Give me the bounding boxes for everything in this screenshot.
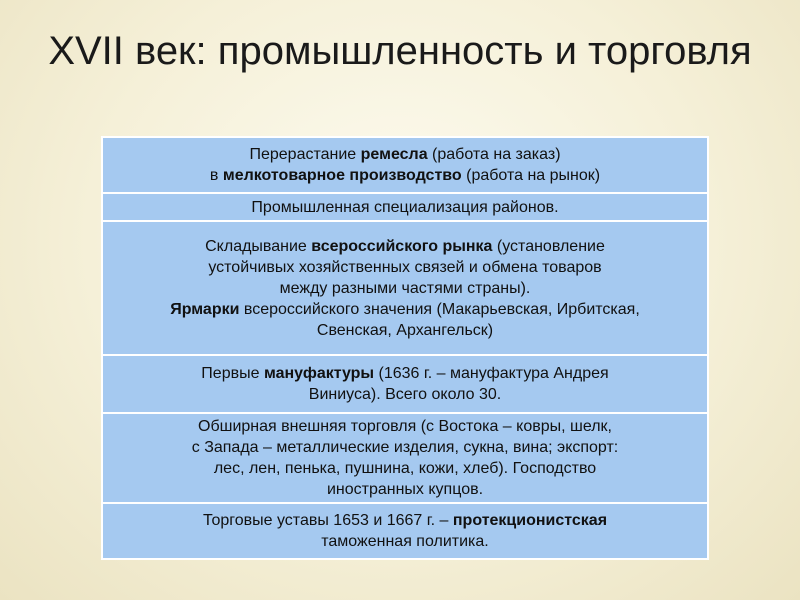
row-text-line — [109, 531, 701, 552]
row-text-line — [109, 384, 701, 405]
row-text-line — [109, 437, 701, 458]
table-row — [102, 221, 708, 355]
bold-term: Ярмарки — [170, 300, 240, 318]
row-text: Первые — [201, 365, 264, 382]
row-text: (работа на рынок) — [461, 167, 601, 184]
row-text-line — [109, 236, 701, 257]
bold-term: мелкотоварное производство — [222, 167, 462, 184]
row-text: (работа на заказ) — [427, 146, 561, 163]
row-text-line — [109, 320, 701, 341]
row-text: устойчивых хозяйственных связей и обмена товаров — [208, 258, 602, 276]
row-text-line — [109, 144, 701, 165]
row-text: иностранных купцов. — [326, 481, 484, 498]
row-text: таможенная политика. — [321, 533, 489, 550]
row-text-line — [109, 363, 701, 384]
slide-title: XVII век: промышленность и торговля — [48, 29, 752, 73]
table-row — [102, 413, 708, 503]
row-text-line — [109, 416, 701, 437]
content-table — [101, 136, 709, 560]
row-text: Перерастание — [249, 146, 361, 163]
table-row — [102, 193, 708, 221]
table-row — [102, 355, 708, 413]
row-text: Обширная внешняя торговля (с Востока – ковры, шелк, — [198, 418, 612, 435]
row-text: в — [209, 167, 223, 184]
row-text: между разными частями страны). — [279, 279, 531, 297]
row-text: всероссийского значения (Макарьевская, Ирбитская, — [239, 300, 640, 318]
bold-term: ремесла — [360, 146, 428, 163]
row-text: Складывание — [205, 237, 312, 255]
row-text: Виниуса). Всего около 30. — [308, 386, 502, 403]
table-row — [102, 503, 708, 559]
bold-term: мануфактуры — [263, 365, 375, 382]
row-text-line — [109, 165, 701, 186]
row-text-line — [109, 458, 701, 479]
bold-term: всероссийского рынка — [311, 237, 493, 255]
row-text: лес, лен, пенька, пушнина, кожи, хлеб). Господство — [213, 460, 597, 477]
row-text-line — [109, 257, 701, 278]
row-text-line — [109, 479, 701, 500]
row-text-line — [109, 510, 701, 531]
row-text: Торговые уставы 1653 и 1667 г. – — [202, 512, 453, 529]
row-text: с Запада – металлические изделия, сукна, вина; экспорт: — [191, 439, 619, 456]
bold-term: протекционистская — [452, 512, 608, 529]
row-text-line — [109, 299, 701, 320]
row-text: Свенская, Архангельск) — [316, 321, 494, 339]
row-text-line — [109, 278, 701, 299]
row-text: (1636 г. – мануфактура Андрея — [374, 365, 609, 382]
table-row — [102, 137, 708, 193]
row-text-line — [109, 197, 701, 218]
row-text: (установление — [492, 237, 605, 255]
row-text: Промышленная специализация районов. — [251, 198, 559, 216]
